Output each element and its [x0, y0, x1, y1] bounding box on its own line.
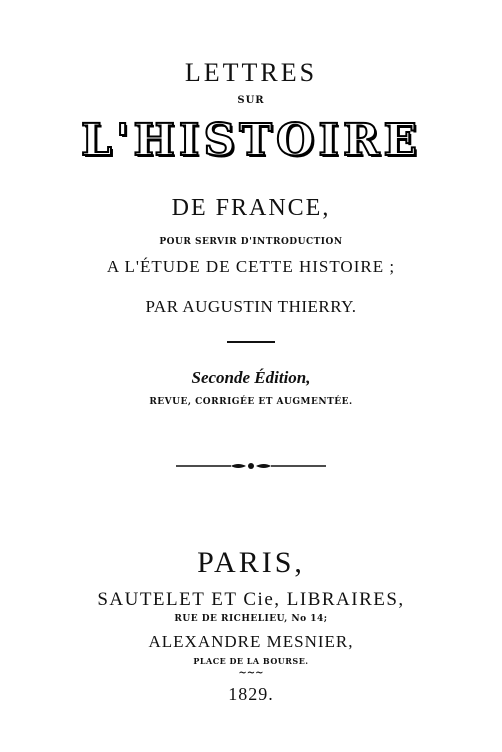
- title-line-sur: SUR: [237, 95, 265, 106]
- imprint-address-1: RUE DE RICHELIEU, No 14;: [174, 614, 328, 624]
- revision-line: REVUE, CORRIGÉE ET AUGMENTÉE.: [149, 397, 353, 407]
- main-title: [0, 115, 502, 166]
- edition-line: Seconde Édition,: [191, 368, 311, 387]
- main-title-text: L'HISTOIRE: [80, 115, 422, 166]
- imprint-publisher-1: SAUTELET ET Cie, LIBRAIRES,: [97, 589, 405, 610]
- title-line-lettres: LETTRES: [184, 58, 318, 87]
- author-line: PAR AUGUSTIN THIERRY.: [145, 297, 357, 316]
- imprint-address-2: PLACE DE LA BOURSE.: [193, 656, 309, 666]
- purpose-line-2: A L'ÉTUDE DE CETTE HISTOIRE ;: [106, 257, 396, 276]
- imprint-city: PARIS,: [197, 546, 305, 579]
- short-divider-rule: [227, 341, 275, 343]
- imprint-publisher-2: ALEXANDRE MESNIER,: [148, 632, 354, 651]
- title-line-de-france: DE FRANCE,: [171, 195, 331, 221]
- purpose-line: POUR SERVIR D'INTRODUCTION: [159, 237, 343, 247]
- ornamental-rule: [176, 460, 326, 472]
- imprint-separator: ~~~: [238, 668, 264, 679]
- imprint-year: 1829.: [228, 684, 274, 704]
